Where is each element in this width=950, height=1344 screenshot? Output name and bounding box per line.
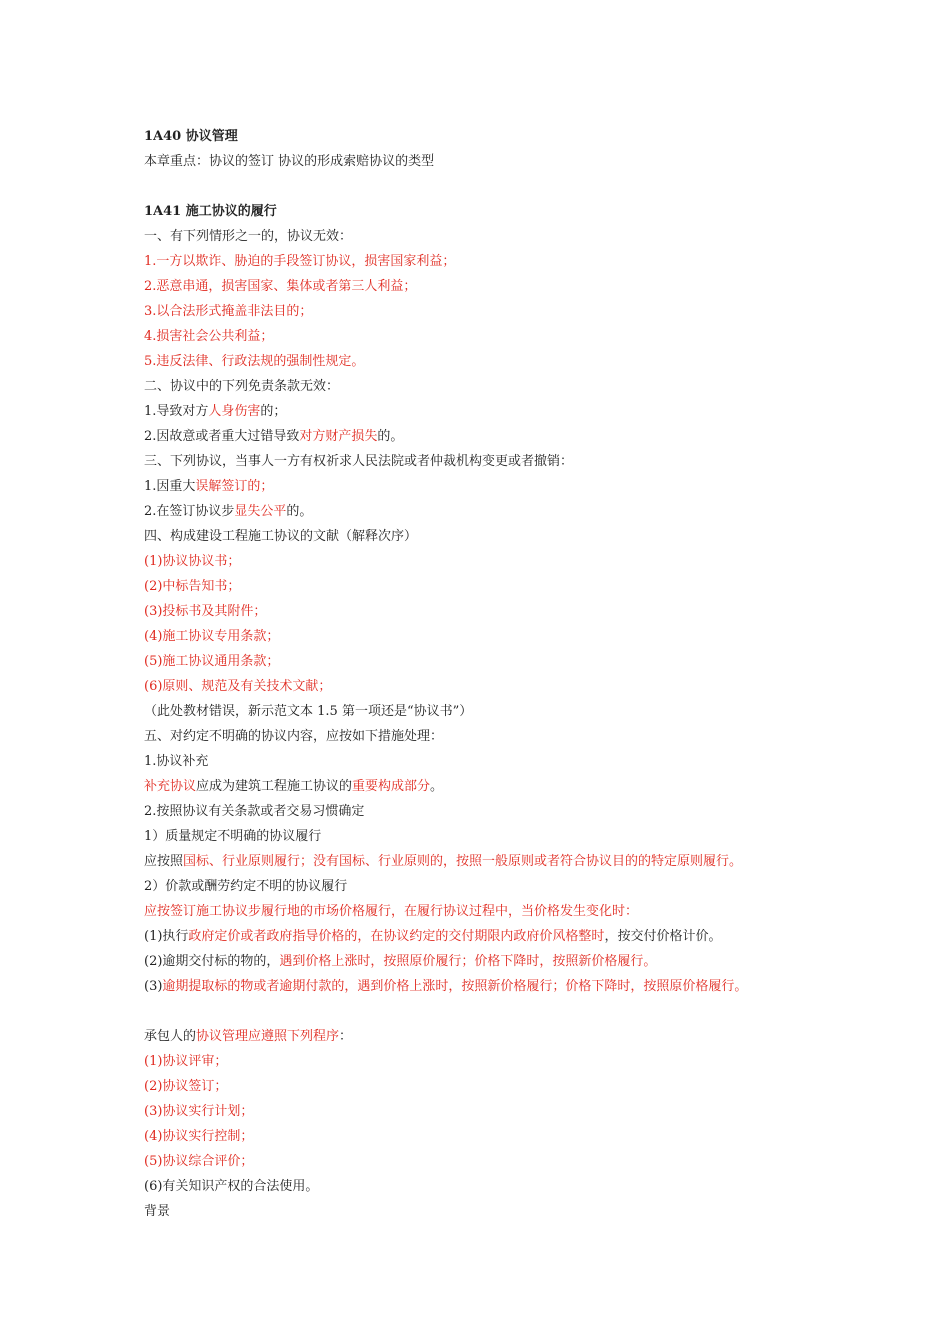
chapter-focus	[144, 149, 844, 174]
procedure-item-1	[144, 1049, 844, 1074]
chapter-title	[144, 124, 844, 149]
procedure-item-6	[144, 1174, 844, 1199]
measure-2-span-1: 2.按照协议有关条款或者交易习惯确定	[144, 804, 365, 819]
revoke-item-2-span-1: 2.在签订协议步	[144, 504, 235, 519]
background-label-span-1: 背景	[144, 1204, 171, 1219]
doc-item-5	[144, 649, 844, 674]
doc-item-2	[144, 574, 844, 599]
exempt-item-1-span-2: 人身伤害	[208, 404, 261, 419]
price-item-2-span-2: 遇到价格上涨时，按照原价履行；价格下降时，按照新价格履行。	[279, 954, 657, 969]
procedure-item-1-span-1: (1)协议评审；	[144, 1054, 228, 1069]
measure-1-text-span-3: 重要构成部分	[352, 779, 431, 794]
blank-line	[144, 999, 844, 1024]
heading-five	[144, 724, 844, 749]
exempt-item-1-span-3: 的；	[260, 404, 287, 419]
procedure-item-6-span-1: (6)有关知识产权的合法使用。	[144, 1179, 319, 1194]
doc-item-5-span-1: (5)施工协议通用条款；	[144, 654, 280, 669]
procedure-item-2	[144, 1074, 844, 1099]
invalid-item-4	[144, 324, 844, 349]
procedure-item-3-span-1: (3)协议实行计划；	[144, 1104, 254, 1119]
measure-2-sub-2-span-1: 2）价款或酬劳约定不明的协议履行	[144, 879, 348, 894]
procedure-item-5-span-1: (5)协议综合评价；	[144, 1154, 254, 1169]
invalid-item-1-span-1: 1.一方以欺诈、胁迫的手段签订协议，损害国家利益；	[144, 254, 456, 269]
heading-five-span-1: 五、对约定不明确的协议内容，应按如下措施处理：	[144, 729, 444, 744]
heading-one-span-1: 一、有下列情形之一的，协议无效：	[144, 229, 353, 244]
price-item-3-span-2: 逾期提取标的物或者逾期付款的，遇到价格上涨时，按照新价格履行；价格下降时，按照原价格履行。	[162, 979, 748, 994]
procedure-item-2-span-1: (2)协议签订；	[144, 1079, 228, 1094]
doc-item-1-span-1: (1)协议协议书；	[144, 554, 241, 569]
invalid-item-5-span-1: 5.违反法律、行政法规的强制性规定。	[144, 354, 365, 369]
doc-item-3	[144, 599, 844, 624]
doc-item-2-span-1: (2)中标告知书；	[144, 579, 241, 594]
procedure-heading-span-3: ：	[339, 1029, 353, 1044]
heading-four-span-1: 四、构成建设工程施工协议的文献（解释次序）	[144, 529, 418, 544]
invalid-item-3	[144, 299, 844, 324]
measure-1-text	[144, 774, 844, 799]
background-label	[144, 1199, 844, 1224]
invalid-item-2	[144, 274, 844, 299]
price-item-1-span-2: 政府定价或者政府指导价格的，在协议约定的交付期限内政府价风格整时	[188, 929, 605, 944]
measure-2-sub-1-text	[144, 849, 844, 874]
price-item-1-span-1: (1)执行	[144, 929, 189, 944]
invalid-item-2-span-1: 2.恶意串通，损害国家、集体或者第三人利益；	[144, 279, 417, 294]
price-item-2	[144, 949, 844, 974]
procedure-heading-span-1: 承包人的	[144, 1029, 197, 1044]
invalid-item-1	[144, 249, 844, 274]
procedure-heading-span-2: 协议管理应遵照下列程序	[196, 1029, 340, 1044]
doc-item-6	[144, 674, 844, 699]
document-body	[144, 124, 844, 1224]
measure-2-sub-2-text-span-1: 应按签订施工协议步履行地的市场价格履行，在履行协议过程中，当价格发生变化时：	[144, 904, 639, 919]
revoke-item-1	[144, 474, 844, 499]
price-item-3	[144, 974, 844, 999]
procedure-item-4-span-1: (4)协议实行控制；	[144, 1129, 254, 1144]
section-title	[144, 199, 844, 224]
measure-2-sub-2-text	[144, 899, 844, 924]
chapter-focus-span-1: 本章重点：协议的签订 协议的形成索赔协议的类型	[144, 154, 435, 169]
invalid-item-3-span-1: 3.以合法形式掩盖非法目的；	[144, 304, 313, 319]
measure-2-sub-1-text-span-2: 国标、行业原则履行；没有国标、行业原则的，按照一般原则或者符合协议目的的特定原则履行。	[183, 854, 743, 869]
measure-2-sub-2	[144, 874, 844, 899]
exempt-item-2-span-1: 2.因故意或者重大过错导致	[144, 429, 300, 444]
heading-three-span-1: 三、下列协议，当事人一方有权祈求人民法院或者仲裁机构变更或者撤销：	[144, 454, 574, 469]
measure-1-text-span-4: 。	[430, 779, 444, 794]
procedure-item-3	[144, 1099, 844, 1124]
heading-two	[144, 374, 844, 399]
doc-note-span-1: （此处教材错误，新示范文本 1.5 第一项还是“协议书”）	[144, 704, 473, 719]
procedure-item-4	[144, 1124, 844, 1149]
price-item-1	[144, 924, 844, 949]
revoke-item-1-span-2: 误解签订的；	[195, 479, 274, 494]
section-title-span-1: 1A41 施工协议的履行	[144, 204, 277, 219]
doc-item-4	[144, 624, 844, 649]
revoke-item-2	[144, 499, 844, 524]
measure-2-sub-1-span-1: 1）质量规定不明确的协议履行	[144, 829, 322, 844]
exempt-item-1-span-1: 1.导致对方	[144, 404, 209, 419]
doc-item-1	[144, 549, 844, 574]
heading-two-span-1: 二、协议中的下列免责条款无效：	[144, 379, 340, 394]
doc-item-6-span-1: (6)原则、规范及有关技术文献；	[144, 679, 332, 694]
blank-line	[144, 174, 844, 199]
doc-note	[144, 699, 844, 724]
measure-1-span-1: 1.协议补充	[144, 754, 209, 769]
price-item-1-span-3: ，按交付价格计价。	[604, 929, 722, 944]
revoke-item-2-span-3: 的。	[286, 504, 313, 519]
procedure-heading	[144, 1024, 844, 1049]
measure-2	[144, 799, 844, 824]
price-item-2-span-1: (2)逾期交付标的物的，	[144, 954, 280, 969]
invalid-item-4-span-1: 4.损害社会公共利益；	[144, 329, 274, 344]
measure-1-text-span-2: 应成为建筑工程施工协议的	[196, 779, 353, 794]
measure-2-sub-1	[144, 824, 844, 849]
invalid-item-5	[144, 349, 844, 374]
exempt-item-2-span-3: 的。	[377, 429, 404, 444]
measure-1	[144, 749, 844, 774]
heading-three	[144, 449, 844, 474]
exempt-item-1	[144, 399, 844, 424]
exempt-item-2	[144, 424, 844, 449]
measure-2-sub-1-text-span-1: 应按照	[144, 854, 184, 869]
price-item-3-span-1: (3)	[144, 979, 163, 994]
heading-one	[144, 224, 844, 249]
doc-item-4-span-1: (4)施工协议专用条款；	[144, 629, 280, 644]
measure-1-text-span-1: 补充协议	[144, 779, 197, 794]
heading-four	[144, 524, 844, 549]
procedure-item-5	[144, 1149, 844, 1174]
revoke-item-2-span-2: 显失公平	[234, 504, 287, 519]
chapter-title-span-1: 1A40 协议管理	[144, 129, 238, 144]
exempt-item-2-span-2: 对方财产损失	[299, 429, 378, 444]
doc-item-3-span-1: (3)投标书及其附件；	[144, 604, 267, 619]
revoke-item-1-span-1: 1.因重大	[144, 479, 196, 494]
